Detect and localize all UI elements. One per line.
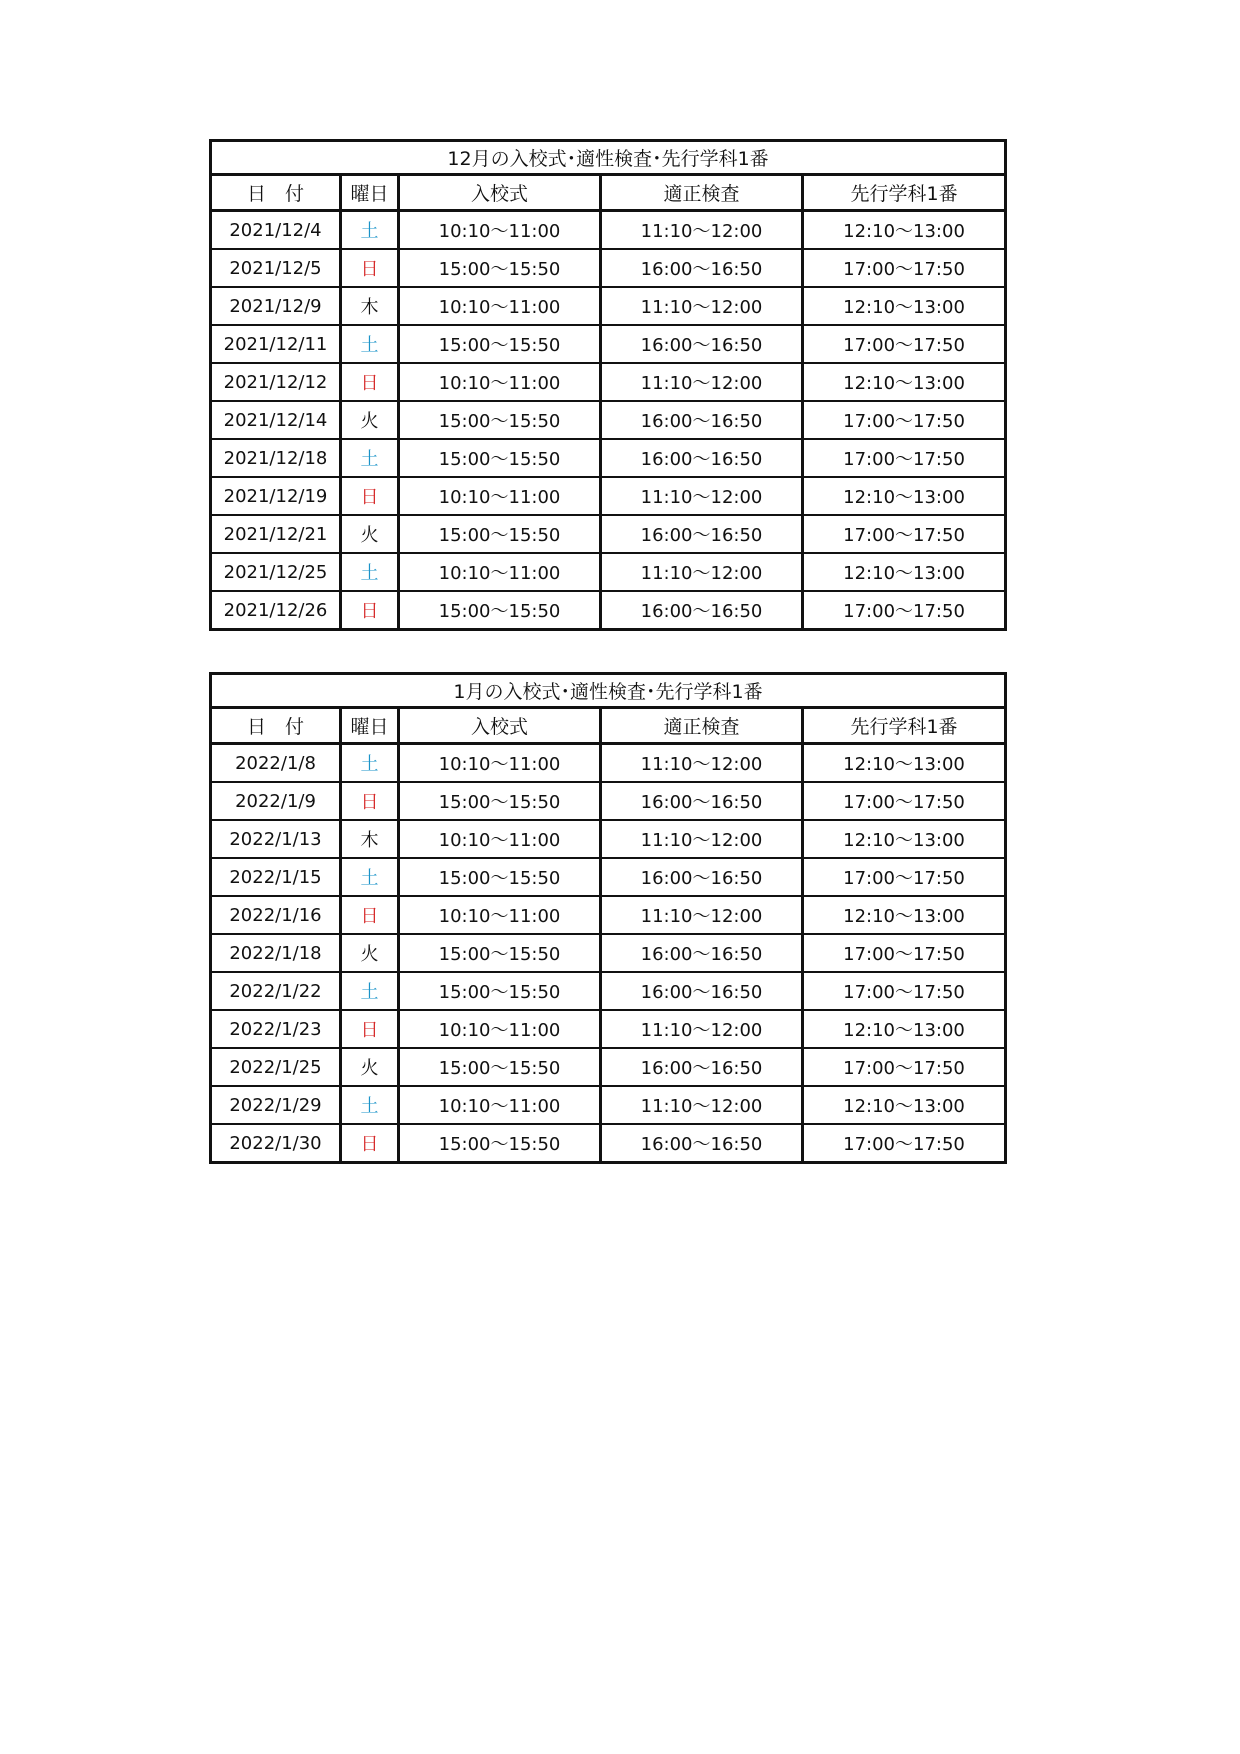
date-cell: 2021/12/12: [211, 363, 341, 401]
senko-time-cell: 17:00～17:50: [803, 858, 1006, 896]
date-cell: 2021/12/26: [211, 591, 341, 630]
table-row: [211, 820, 1006, 858]
senko-time-cell: 17:00～17:50: [803, 325, 1006, 363]
senko-time-cell: 12:10～13:00: [803, 744, 1006, 783]
date-cell: 2022/1/8: [211, 744, 341, 783]
table-row: [211, 782, 1006, 820]
weekday-cell: 木: [341, 820, 399, 858]
nyuko-time-cell: 15:00～15:50: [399, 401, 601, 439]
weekday-cell: 土: [341, 325, 399, 363]
tekisei-time-cell: 16:00～16:50: [601, 591, 803, 630]
tekisei-time-cell: 16:00～16:50: [601, 515, 803, 553]
nyuko-time-cell: 10:10～11:00: [399, 363, 601, 401]
weekday-cell: 日: [341, 249, 399, 287]
table-row: [211, 934, 1006, 972]
tekisei-time-cell: 11:10～12:00: [601, 553, 803, 591]
table-row: [211, 325, 1006, 363]
weekday-cell: 火: [341, 934, 399, 972]
date-cell: 2021/12/9: [211, 287, 341, 325]
date-cell: 2021/12/21: [211, 515, 341, 553]
tekisei-time-cell: 11:10～12:00: [601, 211, 803, 250]
tekisei-time-cell: 16:00～16:50: [601, 439, 803, 477]
weekday-cell: 火: [341, 515, 399, 553]
nyuko-time-cell: 10:10～11:00: [399, 820, 601, 858]
senko-time-cell: 17:00～17:50: [803, 591, 1006, 630]
nyuko-time-cell: 10:10～11:00: [399, 1086, 601, 1124]
tekisei-time-cell: 16:00～16:50: [601, 249, 803, 287]
senko-time-cell: 12:10～13:00: [803, 363, 1006, 401]
date-cell: 2021/12/25: [211, 553, 341, 591]
tekisei-time-cell: 11:10～12:00: [601, 477, 803, 515]
tekisei-time-cell: 16:00～16:50: [601, 972, 803, 1010]
senko-time-cell: 17:00～17:50: [803, 934, 1006, 972]
column-header-senko: 先行学科1番: [803, 175, 1006, 211]
weekday-cell: 日: [341, 782, 399, 820]
senko-time-cell: 12:10～13:00: [803, 553, 1006, 591]
table-row: [211, 401, 1006, 439]
column-header-tekisei: 適正検査: [601, 175, 803, 211]
column-header-date: 日 付: [211, 175, 341, 211]
date-cell: 2022/1/22: [211, 972, 341, 1010]
nyuko-time-cell: 15:00～15:50: [399, 1124, 601, 1163]
weekday-cell: 土: [341, 744, 399, 783]
weekday-cell: 土: [341, 553, 399, 591]
weekday-cell: 土: [341, 211, 399, 250]
date-cell: 2021/12/14: [211, 401, 341, 439]
nyuko-time-cell: 15:00～15:50: [399, 439, 601, 477]
senko-time-cell: 12:10～13:00: [803, 211, 1006, 250]
table-title: 12月の入校式･適性検査･先行学科1番: [211, 141, 1006, 175]
table-row: [211, 1086, 1006, 1124]
table-row: [211, 591, 1006, 630]
nyuko-time-cell: 15:00～15:50: [399, 782, 601, 820]
weekday-cell: 土: [341, 858, 399, 896]
nyuko-time-cell: 15:00～15:50: [399, 934, 601, 972]
date-cell: 2021/12/18: [211, 439, 341, 477]
tekisei-time-cell: 16:00～16:50: [601, 401, 803, 439]
table-row: [211, 249, 1006, 287]
tekisei-time-cell: 16:00～16:50: [601, 858, 803, 896]
table-row: [211, 1048, 1006, 1086]
weekday-cell: 日: [341, 591, 399, 630]
tekisei-time-cell: 16:00～16:50: [601, 1124, 803, 1163]
date-cell: 2022/1/9: [211, 782, 341, 820]
tekisei-time-cell: 11:10～12:00: [601, 363, 803, 401]
tekisei-time-cell: 16:00～16:50: [601, 325, 803, 363]
table-row: [211, 287, 1006, 325]
tekisei-time-cell: 16:00～16:50: [601, 782, 803, 820]
column-header-senko: 先行学科1番: [803, 708, 1006, 744]
nyuko-time-cell: 10:10～11:00: [399, 477, 601, 515]
nyuko-time-cell: 10:10～11:00: [399, 211, 601, 250]
table-row: [211, 211, 1006, 250]
senko-time-cell: 17:00～17:50: [803, 515, 1006, 553]
senko-time-cell: 12:10～13:00: [803, 896, 1006, 934]
date-cell: 2021/12/11: [211, 325, 341, 363]
table-row: [211, 553, 1006, 591]
date-cell: 2022/1/18: [211, 934, 341, 972]
table-row: [211, 515, 1006, 553]
table-row: [211, 1124, 1006, 1163]
weekday-cell: 土: [341, 439, 399, 477]
nyuko-time-cell: 15:00～15:50: [399, 591, 601, 630]
table-row: [211, 744, 1006, 783]
weekday-cell: 日: [341, 1010, 399, 1048]
senko-time-cell: 17:00～17:50: [803, 401, 1006, 439]
column-header-weekday: 曜日: [341, 175, 399, 211]
date-cell: 2021/12/19: [211, 477, 341, 515]
table-row: [211, 1010, 1006, 1048]
weekday-cell: 日: [341, 363, 399, 401]
column-header-date: 日 付: [211, 708, 341, 744]
senko-time-cell: 17:00～17:50: [803, 1048, 1006, 1086]
date-cell: 2022/1/13: [211, 820, 341, 858]
senko-time-cell: 17:00～17:50: [803, 1124, 1006, 1163]
tekisei-time-cell: 16:00～16:50: [601, 1048, 803, 1086]
date-cell: 2022/1/25: [211, 1048, 341, 1086]
date-cell: 2022/1/16: [211, 896, 341, 934]
table-row: [211, 896, 1006, 934]
column-header-tekisei: 適正検査: [601, 708, 803, 744]
senko-time-cell: 17:00～17:50: [803, 249, 1006, 287]
senko-time-cell: 12:10～13:00: [803, 287, 1006, 325]
date-cell: 2021/12/4: [211, 211, 341, 250]
nyuko-time-cell: 15:00～15:50: [399, 1048, 601, 1086]
column-header-weekday: 曜日: [341, 708, 399, 744]
date-cell: 2022/1/15: [211, 858, 341, 896]
weekday-cell: 火: [341, 1048, 399, 1086]
weekday-cell: 木: [341, 287, 399, 325]
table-row: [211, 363, 1006, 401]
column-header-nyuko: 入校式: [399, 175, 601, 211]
weekday-cell: 日: [341, 896, 399, 934]
table-title: 1月の入校式･適性検査･先行学科1番: [211, 674, 1006, 708]
weekday-cell: 火: [341, 401, 399, 439]
tekisei-time-cell: 11:10～12:00: [601, 896, 803, 934]
date-cell: 2021/12/5: [211, 249, 341, 287]
date-cell: 2022/1/29: [211, 1086, 341, 1124]
nyuko-time-cell: 10:10～11:00: [399, 896, 601, 934]
schedule-table-december: [209, 139, 1007, 631]
tekisei-time-cell: 11:10～12:00: [601, 287, 803, 325]
weekday-cell: 土: [341, 972, 399, 1010]
tekisei-time-cell: 11:10～12:00: [601, 820, 803, 858]
senko-time-cell: 12:10～13:00: [803, 820, 1006, 858]
nyuko-time-cell: 15:00～15:50: [399, 249, 601, 287]
senko-time-cell: 12:10～13:00: [803, 1086, 1006, 1124]
schedule-table-january: [209, 672, 1007, 1164]
nyuko-time-cell: 10:10～11:00: [399, 553, 601, 591]
table-row: [211, 858, 1006, 896]
nyuko-time-cell: 10:10～11:00: [399, 287, 601, 325]
senko-time-cell: 17:00～17:50: [803, 972, 1006, 1010]
date-cell: 2022/1/23: [211, 1010, 341, 1048]
tekisei-time-cell: 16:00～16:50: [601, 934, 803, 972]
senko-time-cell: 12:10～13:00: [803, 1010, 1006, 1048]
senko-time-cell: 17:00～17:50: [803, 439, 1006, 477]
table-row: [211, 439, 1006, 477]
date-cell: 2022/1/30: [211, 1124, 341, 1163]
weekday-cell: 日: [341, 477, 399, 515]
nyuko-time-cell: 10:10～11:00: [399, 1010, 601, 1048]
nyuko-time-cell: 15:00～15:50: [399, 858, 601, 896]
column-header-nyuko: 入校式: [399, 708, 601, 744]
weekday-cell: 土: [341, 1086, 399, 1124]
weekday-cell: 日: [341, 1124, 399, 1163]
nyuko-time-cell: 15:00～15:50: [399, 325, 601, 363]
senko-time-cell: 17:00～17:50: [803, 782, 1006, 820]
table-row: [211, 477, 1006, 515]
tekisei-time-cell: 11:10～12:00: [601, 1010, 803, 1048]
nyuko-time-cell: 10:10～11:00: [399, 744, 601, 783]
tekisei-time-cell: 11:10～12:00: [601, 1086, 803, 1124]
senko-time-cell: 12:10～13:00: [803, 477, 1006, 515]
nyuko-time-cell: 15:00～15:50: [399, 972, 601, 1010]
table-row: [211, 972, 1006, 1010]
tekisei-time-cell: 11:10～12:00: [601, 744, 803, 783]
nyuko-time-cell: 15:00～15:50: [399, 515, 601, 553]
